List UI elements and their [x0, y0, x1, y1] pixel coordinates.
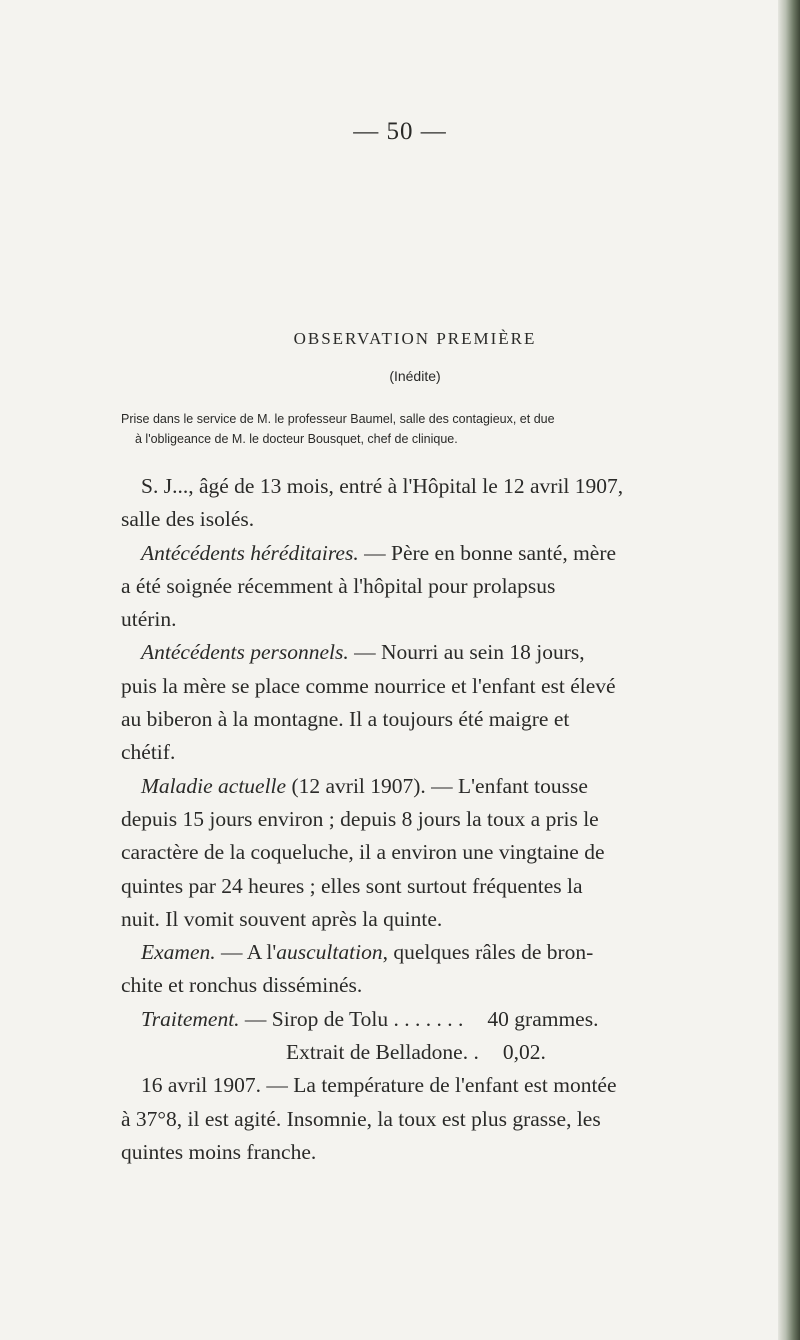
examination-line-1: Examen. — A l'auscultation, quelques râles de bron- — [141, 940, 594, 965]
treatment-line-1 — [121, 1003, 771, 1036]
page-number: — 50 — — [353, 118, 447, 145]
hereditary-history-label: Antécédents héréditaires. — [141, 540, 359, 565]
source-note-line-2: à l'obligeance de M. le docteur Bousquet, chef de clinique. — [135, 432, 458, 446]
current-illness-line-4: quintes par 24 heures ; elles sont surtout fréquentes la — [121, 873, 583, 898]
observation-subtitle: (Inédite) — [389, 368, 441, 384]
followup-line-1: 16 avril 1907. — La température de l'enfant est montée — [141, 1073, 617, 1098]
treatment-item-2-quantity: 0,02. — [502, 1040, 546, 1065]
observation-title: OBSERVATION PREMIÈRE — [293, 329, 537, 348]
followup-line-2: à 37°8, il est agité. Insomnie, la toux est plus grasse, les — [121, 1106, 601, 1131]
followup-line-3: quintes moins franche. — [121, 1139, 317, 1164]
personal-history-line-4: chétif. — [121, 740, 176, 765]
patient-intro-line-2: salle des isolés. — [121, 507, 255, 532]
source-note-line-1: Prise dans le service de M. le professeur Baumel, salle des contagieux, et due — [121, 412, 555, 426]
source-note — [121, 409, 771, 449]
current-illness-label: Maladie actuelle — [141, 773, 287, 798]
current-illness-line-5: nuit. Il vomit souvent après la quinte. — [121, 906, 443, 931]
treatment-item-2-name: Extrait de Belladone. . — [286, 1040, 479, 1065]
treatment-item-1-name: — Sirop de Tolu . . . . . . . — [244, 1006, 464, 1031]
patient-intro-line-1: S. J..., âgé de 13 mois, entré à l'Hôpital le 12 avril 1907, — [141, 474, 624, 498]
hereditary-history-line-2: a été soignée récemment à l'hôpital pour prolapsus — [121, 573, 556, 598]
treatment-item-1-quantity: 40 grammes. — [487, 1006, 599, 1031]
treatment-line-2 — [121, 1036, 771, 1069]
page-edge-shadow — [778, 0, 800, 1340]
examination-label: Examen. — [141, 940, 216, 965]
personal-history-line-1: Antécédents personnels. — Nourri au sein 18 jours, — [141, 640, 585, 665]
current-illness-line-3: caractère de la coqueluche, il a environ une vingtaine de — [121, 840, 605, 865]
observation-body — [121, 470, 771, 1169]
examination-line-2: chite et ronchus disséminés. — [121, 973, 363, 998]
personal-history-line-3: au biberon à la montagne. Il a toujours été maigre et — [121, 707, 570, 732]
current-illness-line-1: Maladie actuelle (12 avril 1907). — L'enfant tousse — [141, 773, 588, 798]
personal-history-label: Antécédents personnels. — [141, 640, 349, 665]
hereditary-history-line-1: Antécédents héréditaires. — Père en bonne santé, mère — [141, 540, 617, 565]
current-illness-line-2: depuis 15 jours environ ; depuis 8 jours la toux a pris le — [121, 806, 599, 831]
hereditary-history-line-3: utérin. — [121, 607, 177, 632]
personal-history-line-2: puis la mère se place comme nourrice et l'enfant est élevé — [121, 673, 616, 698]
treatment-label: Traitement. — [141, 1006, 240, 1031]
